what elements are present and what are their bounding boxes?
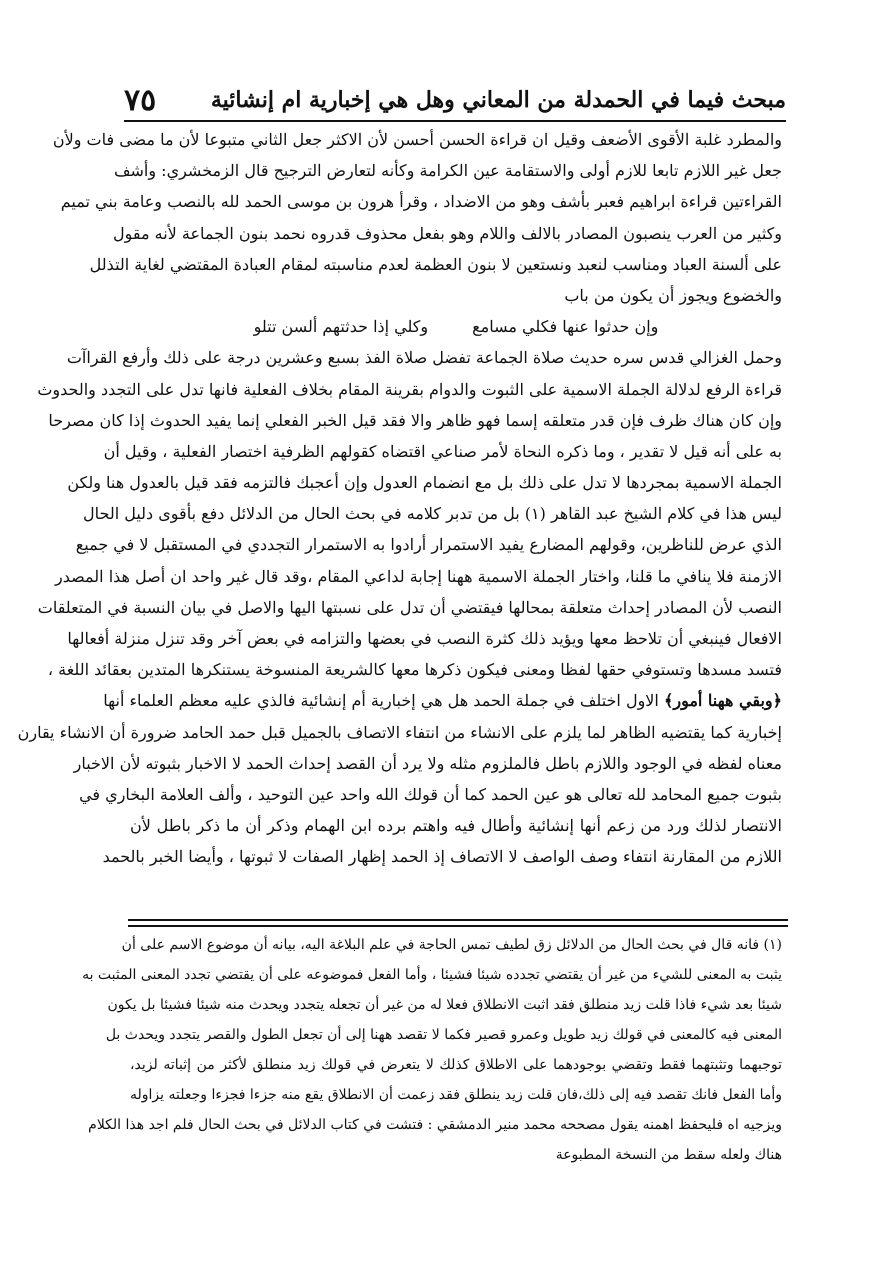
footnote-line: ويزجيه اه فليحفظ اهمنه يقول مصححه محمد منير الدمشقي : فتشت في كتاب الدلائل في بحث الحال فلم اجد هذا الكلام — [88, 1117, 782, 1133]
footnote-line: شيئا بعد شيء فاذا قلت زيد منطلق فقد اثبت الانطلاق فعلا له من غير أن تجعله يتجدد ويحدث منه شيئا فشيئا بل يكون — [107, 997, 782, 1013]
footnote-separator — [128, 919, 788, 921]
footnote-line: توجبهما وتثبتهما فقط وتقضي بوجودهما على الاطلاق كذلك لا يتعرض في قولك زيد منطلق لأكثر من إثباته لزيد، — [130, 1057, 782, 1073]
text-line: والخضوع ويجوز أن يكون من باب — [564, 285, 782, 305]
section-start-line — [103, 685, 782, 716]
footnote-line: المعنى فيه كالمعنى في قولك زيد طويل وعمرو قصير فكما لا تقصد ههنا إلى أن تجعل الطول والقصر يتجدد ويحدث بل — [105, 1027, 782, 1043]
text-line: اللازم من المقارنة انتفاء وصف الواصف لا الاتصاف إذ الحمد إظهار الصفات لا ثبوتها ، وأيضا الخبر بالحمد — [102, 847, 782, 867]
running-title: مبحث فيما في الحمدلة من المعاني وهل هي إخبارية ام إنشائية — [210, 87, 786, 113]
verse-first-hemistich: وإن حدثوا عنها فكلي مسامع — [472, 317, 659, 337]
page-header — [124, 78, 786, 122]
section-start-text: الاول اختلف في جملة الحمد هل هي إخبارية أم إنشائية فالذي عليه معظم العلماء أنها — [103, 691, 664, 711]
footnote-separator — [128, 925, 788, 927]
footnote-line: يثبت به المعنى للشيء من غير أن يقتضي تجدده شيئا فشيئا ، وأما الفعل فموضوعه على أن يقتضي تجدد المعنى المثبت به — [82, 967, 782, 983]
text-line: الافعال فينبغي أن تلاحظ معها ويؤيد ذلك كثرة النصب في بعضها والتزامه في بعض آخر وقد تنزل منزلة أفعالها — [67, 629, 782, 648]
footnote-line: وأما الفعل فانك تقصد فيه إلى ذلك،فان قلت زيد ينطلق فقد زعمت أن الانطلاق يقع منه جزءا فجزءا وجعلته يزاوله — [130, 1087, 782, 1103]
text-line: جعل غير اللازم تابعا للازم أولى والاستقامة عين الكرامة وكأنه لتعارض الترجيح قال الزمخشري: وأشف — [113, 161, 782, 181]
main-text — [17, 124, 782, 873]
text-line: به على أنه قيل لا تقدير ، وما ذكره النحاة لأمر صناعي اقتضاه كقولهم الظرفية اختصار الفعلية ، وقيل أن — [103, 441, 782, 461]
text-line: الجملة الاسمية بمجردها لا تدل على ذلك بل مع انضمام العدول وإن أعجبك فالتزمه فقد قيل بالعدول هنا ولكن — [67, 473, 782, 493]
text-line: بثبوت جميع المحامد لله تعالى هو عين الحمد كما أن قولك الله واحد عين التوحيد ، وألف العلامة البخاري في — [79, 784, 782, 804]
section-heading: ﴿وبقي ههنا أمور﴾ — [663, 691, 782, 711]
text-line: على ألسنة العباد ومناسب لنعبد ونستعين لا بنون العظمة لعدم مناسبته لمقام العبادة المقتضي لغاية التذلل — [89, 254, 782, 274]
text-line: الازمنة فلا ينافي ما قلنا، واختار الجملة الاسمية ههنا إجابة لداعي المقام ،وقد قال غير واحد ان أصل هذا المصدر — [55, 566, 782, 586]
text-line: القراءتين قراءة ابراهيم فعبر بأشف وهو من الاضداد ، وقرأ هرون بن موسى الحمد لله بالنصب وعامة بني تميم — [60, 192, 782, 212]
verse-second-hemistich: وكلي إذا حدثتهم ألسن تتلو — [253, 317, 429, 337]
text-line: إخبارية كما يقتضيه الظاهر لما يلزم على الانشاء من انتفاء الاتصاف بالجميل قبل حمد الحامد ضرورة أن الانشاء يقارن — [17, 722, 782, 742]
footnotes — [82, 930, 782, 1170]
footnote-line: (١) فانه قال في بحث الحال من الدلائل زق لطيف تمس الحاجة في علم البلاغة اليه، بيانه أن موضوع الاسم على أن — [121, 937, 782, 953]
text-line: وحمل الغزالي قدس سره حديث صلاة الجماعة تفضل صلاة الفذ بسبع وعشرين درجة على ذلك وأرفع القراآت — [66, 348, 782, 368]
text-line: الانتصار لذلك ورد من زعم أنها إنشائية وأطال فيه واهتم برده ابن الهمام وذكر أن ما ذكر باطل لأن — [130, 816, 782, 836]
text-line: ليس هذا في كلام الشيخ عبد القاهر (١) بل من تدبر كلامه في بحث الحال من الدلائل دفع بأقوى دليل الحال — [82, 504, 782, 524]
text-line: وإن كان هناك ظرف فإن قدر متعلقه إسما فهو ظاهر والا فقد قيل الخبر الفعلي إنما يفيد الحدوث إذا كان مصرحا — [48, 410, 782, 430]
text-line: قراءة الرفع لدلالة الجملة الاسمية على الثبوت والدوام بقرينة المقام بخلاف الفعلية فانها تدل على التجدد والحدوث — [37, 379, 782, 399]
header-rule — [124, 120, 786, 122]
poetry-verse — [130, 311, 782, 342]
text-line: معناه لفظه في الوجود واللازم باطل فالملزوم مثله ولا يرد أن القصد إحداث الحمد لا الاخبار بثبوته لأن الاخبار — [73, 753, 782, 773]
text-line: والمطرد غلبة الأقوى الأضعف وقيل ان قراءة الحسن أحسن لأن الاكثر جعل الثاني متبوعا لأن ما مضى فات ولأن — [52, 130, 782, 149]
footnote-line: هناك ولعله سقط من النسخة المطبوعة — [555, 1147, 782, 1163]
text-line: وكثير من العرب ينصبون المصادر بالالف واللام وهو بفعل محذوف قدروه نحمد بنون الجماعة لأنه مقول — [113, 223, 782, 243]
text-line: الذي عرض للناظرين، وقولهم المضارع يفيد الاستمرار أرادوا به الاستمرار التجددي في المستقبل لا في جميع — [75, 535, 782, 555]
text-line: فتسد مسدها وتستوفي حقها لفظا ومعنى فيكون ذكرها معها كالشريعة المنسوخة يستنكرها المتدين بعقائد اللغة ، — [47, 660, 782, 680]
page-number: ٧٥ — [124, 82, 157, 118]
text-line: النصب لأن المصادر إحداث متعلقة بمحالها فيقتضي أن تدل على نسبتها اليها والاصل في بيان النسبة في المتعلقات — [37, 597, 782, 617]
